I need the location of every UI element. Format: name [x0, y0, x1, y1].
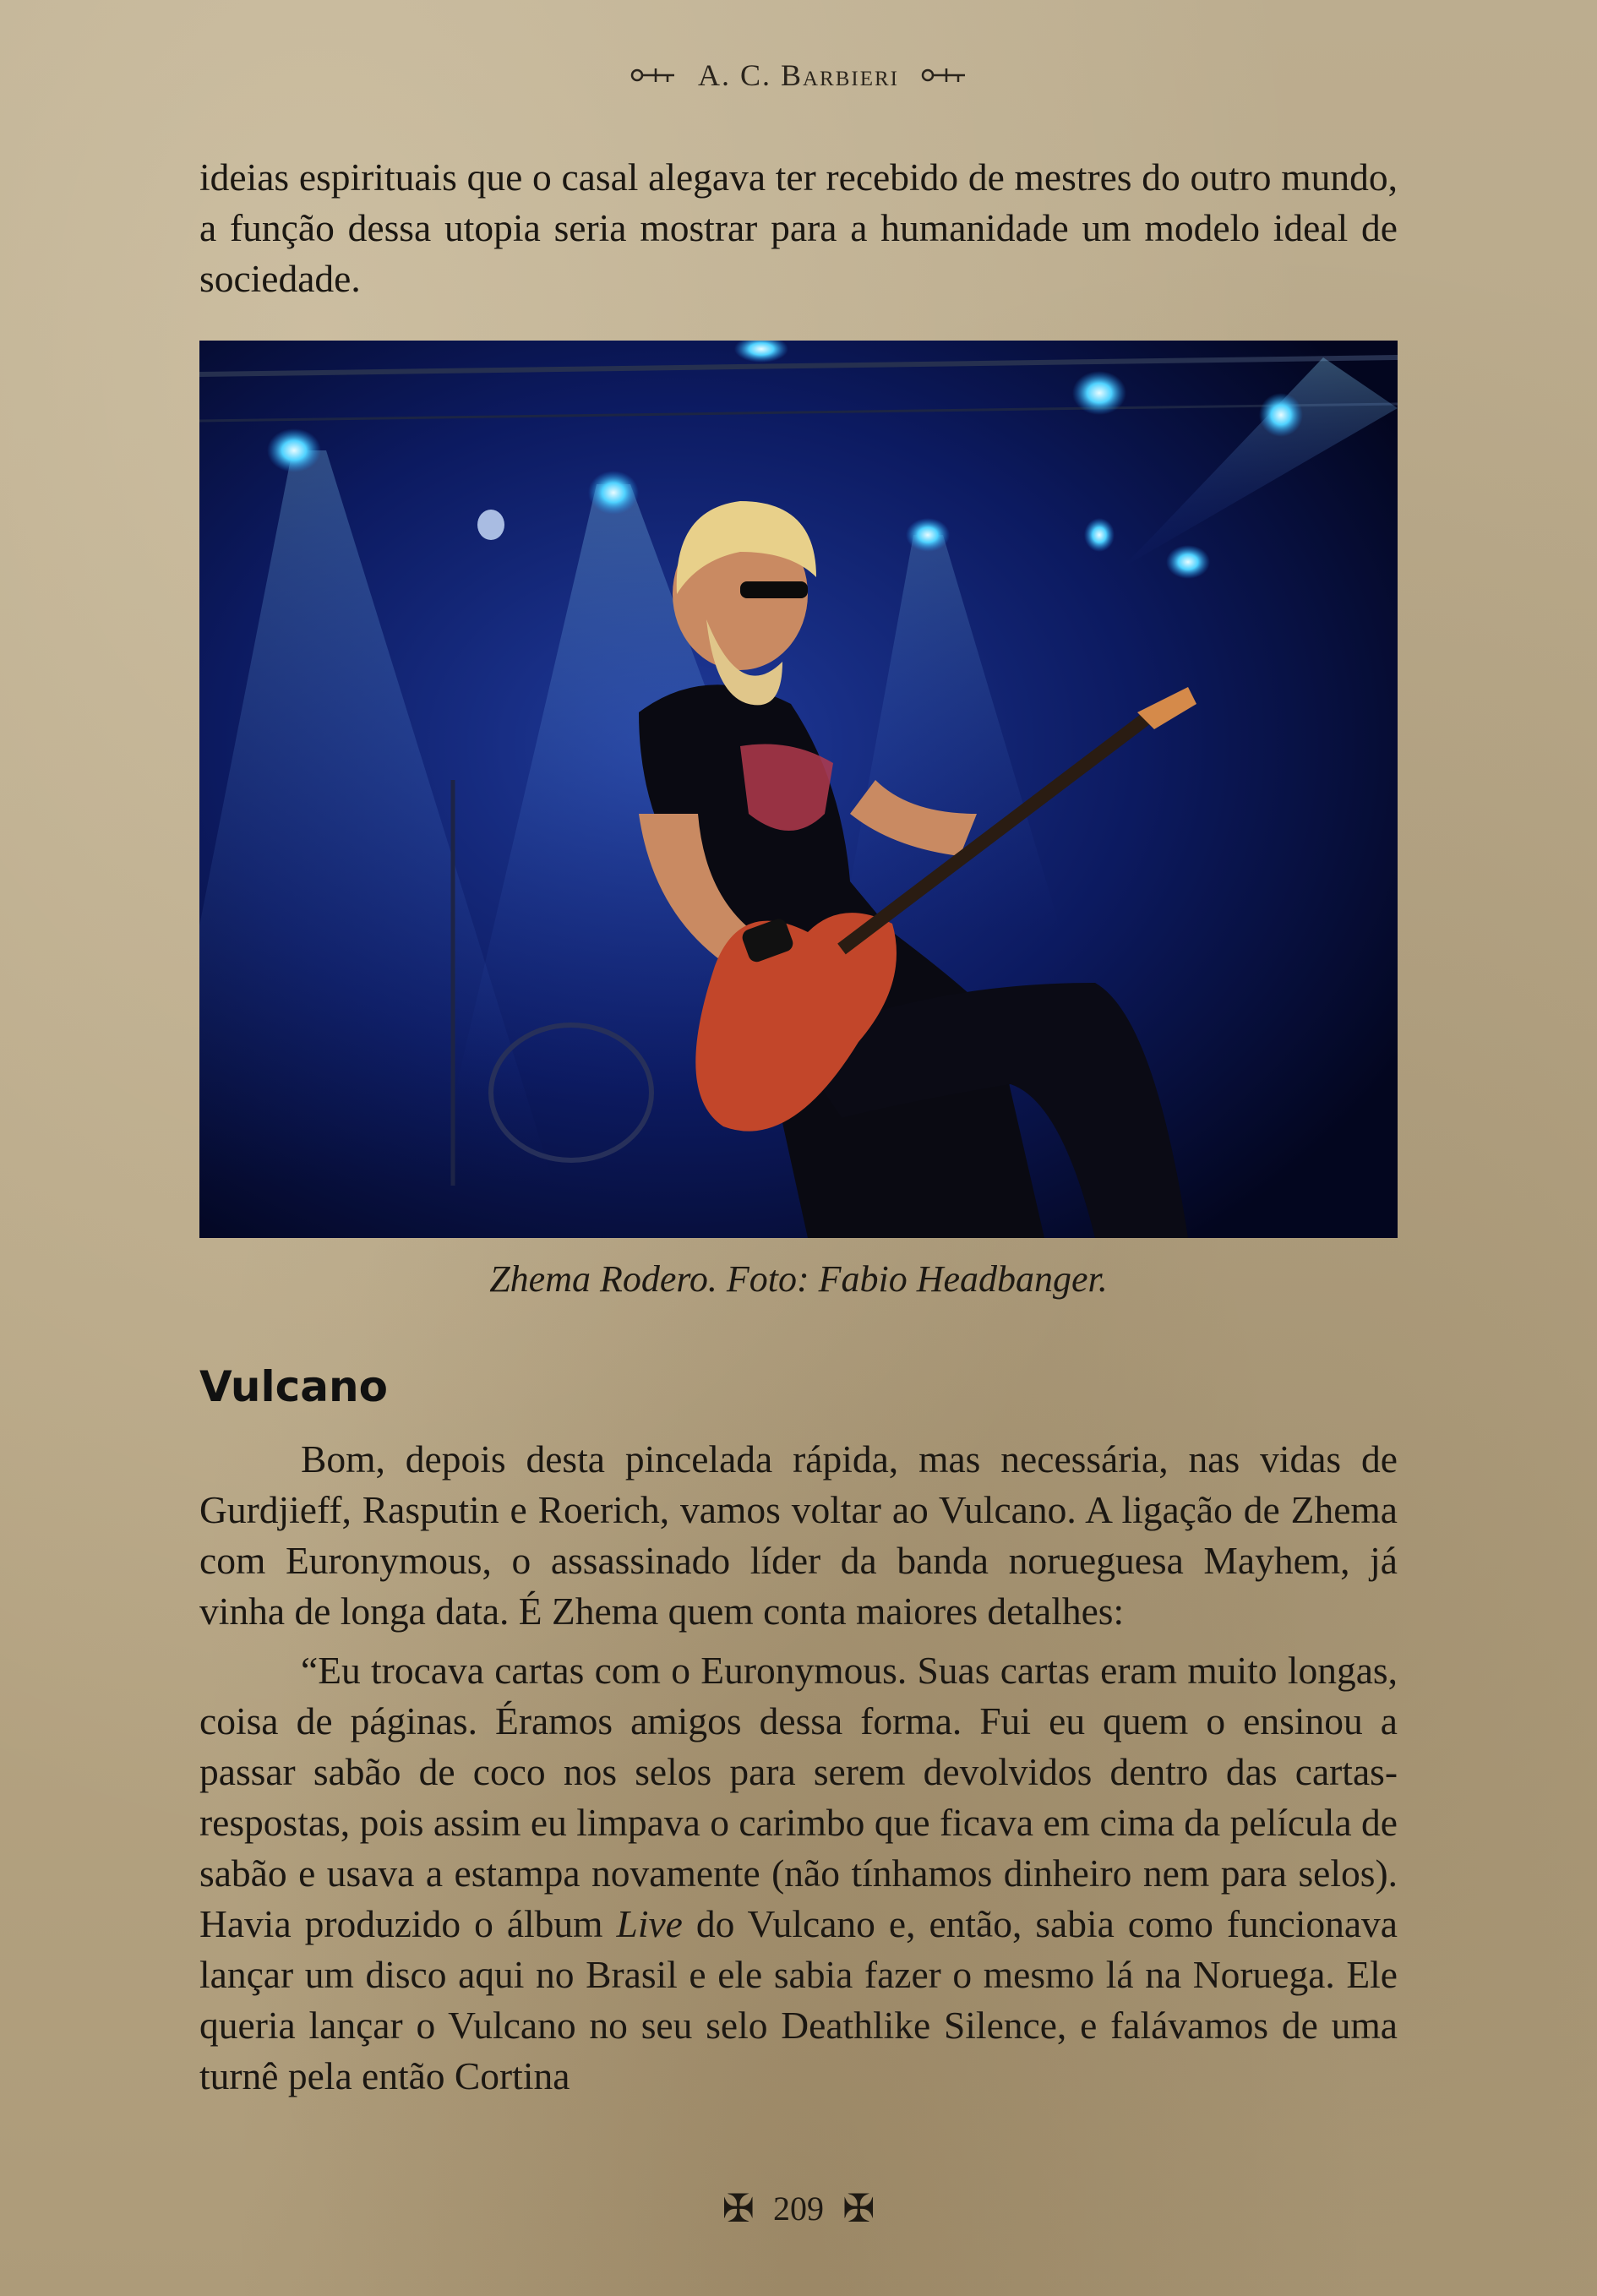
quote-text-part-2: do Vulcano e, então, sabia como funcionava lançar um disco aqui no Brasil e ele sabia fazer o mesmo lá na Noruega. Ele queria lançar o Vulcano no seu selo Deathlike Silence, e falávamos de uma turnê pela então Cortina	[199, 1902, 1398, 2097]
body-text	[199, 1434, 1398, 2102]
intro-paragraph	[199, 152, 1398, 304]
author-name: A. C. Barbieri	[697, 58, 900, 92]
page-number: 209	[773, 2190, 824, 2228]
guitarist-on-stage-image	[199, 341, 1398, 1238]
quote-text-part-1: “Eu trocava cartas com o Euronymous. Suas cartas eram muito longas, coisa de páginas. Éramos amigos dessa forma. Fui eu quem o ensinou a passar sabão de coco nos selos para serem devolvidos dentro das cartas-respostas, pois assim eu limpava o carimbo que ficava em cima da película de sabão e usava a estampa novamente (não tínhamos dinheiro nem para selos). Havia produzido o álbum	[199, 1649, 1398, 1945]
intro-text: ideias espirituais que o casal alegava ter recebido de mestres do outro mundo, a função dessa utopia seria mostrar para a humanidade um modelo ideal de sociedade.	[199, 155, 1398, 300]
section-heading: Vulcano	[199, 1362, 388, 1411]
key-ornament-icon	[630, 65, 676, 85]
concert-photo	[199, 341, 1398, 1238]
cross-ornament-icon: ✠	[842, 2186, 875, 2230]
key-ornament-icon	[921, 65, 967, 85]
page-footer	[0, 2186, 1597, 2230]
body-paragraph-2	[199, 1645, 1398, 2102]
cross-ornament-icon: ✠	[722, 2186, 755, 2230]
running-header	[0, 57, 1597, 93]
figure-caption: Zhema Rodero. Foto: Fabio Headbanger.	[489, 1258, 1108, 1300]
body-paragraph-1: Bom, depois desta pincelada rápida, mas necessária, nas vidas de Gurdjieff, Rasputin e Roerich, vamos voltar ao Vulcano. A ligação de Zhema com Euronymous, o assassinado líder da banda norueguesa Mayhem, já vinha de longa data. É Zhema quem conta maiores detalhes:	[199, 1437, 1398, 1633]
album-title: Live	[616, 1902, 683, 1945]
